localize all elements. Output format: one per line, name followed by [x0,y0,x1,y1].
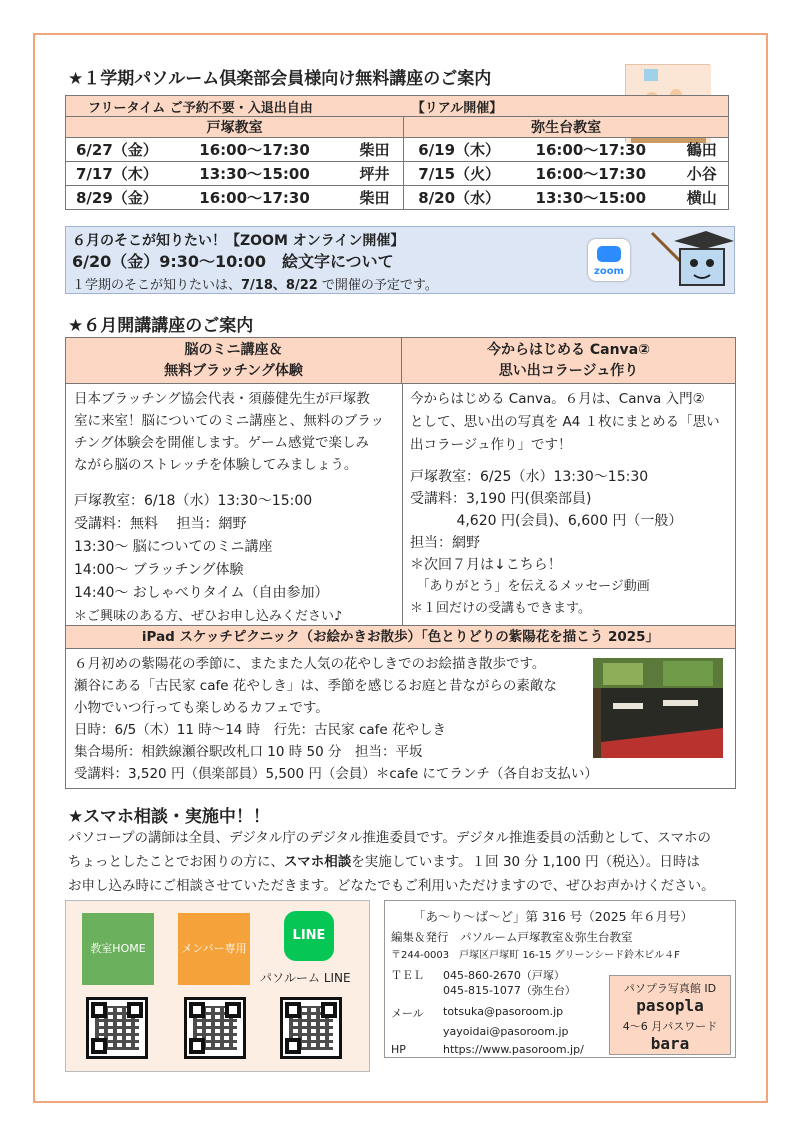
free-time-label: フリータイム ご予約不要・入退出自由 [66,96,404,117]
table-row: 6/27（金） 16:00～17:30 柴田 6/19（木） 16:00～17:30 鶴田 [66,138,729,162]
photo-gallery-box: パソプラ写真館 ID pasopla 4～6 月パスワード bara [609,975,731,1055]
canva-course-details: 戸塚教室：6/25（水）13:30～15:30 受講料：3,190 円(倶楽部員) 4,620 円(会員)、6,600 円（一般） 担当：網野 ＊次回７月は↓こちら！ 「ありがとう」を伝えるメッセージ動画 ＊１回だけの受講もできます。 [410,469,683,616]
real-event-label: 【リアル開催】 [404,96,729,117]
ipad-course-details: ６月初めの紫陽花の季節に、またまた人気の花やしきでのお絵描き散歩です。 瀬谷にある「古民家 cafe 花やしき」は、季節を感じるお庭と昔ながらの素敵な 小物でいつ行っても楽しめるカフェです。 日時：6/5（木）11 時～14 時 行先：古民家 cafe 花やしき 集合場所：相鉄線瀬谷駅改札口 10 時 50 分 担当：平坂 受講料：3,520 円（倶楽部員）5,500 円（会員）＊cafe にてランチ（各自お支払い） [74,656,598,782]
zoom-title: ６月のそこが知りたい！【ZOOM オンライン開催】 [72,233,405,249]
cafe-photo [593,658,723,758]
home-qr-code[interactable] [86,997,148,1059]
brain-course-details: 戸塚教室：6/18（水）13:30～15:00 受講料：無料 担当：網野 13:30～ 脳についてのミニ講座 14:00～ ブラッチング体験 14:40～ おしゃべりタイム（自由参加） ＊ご興味のある方、ぜひお申し込みください♪ [74,493,343,624]
hp-label: HP [391,1043,406,1056]
mail-label: メール [391,1007,424,1020]
tel-totsuka: 045-860-2670（戸塚） [443,969,565,982]
zoom-note: １学期のそこが知りたいは、7/18、8/22 で開催の予定です。 [72,278,438,293]
brain-course-description: 日本ブラッチング協会代表・須藤健先生が戸塚教 室に来室！脳についてのミニ講座と、無料のブラッ チング体験会を開催します。ゲーム感覚で楽しみ ながら脳のストレッチを体験してみましょう。 [74,391,384,473]
hp-link[interactable]: https://www.pasoroom.jp/ [443,1043,584,1056]
section1-title: ★１学期パソルーム倶楽部会員様向け無料講座のご案内 [68,69,492,89]
member-qr-code[interactable] [184,997,246,1059]
courses-box [65,337,736,789]
home-link[interactable]: 教室HOME [82,913,154,985]
tel-label: ＴＥＬ [391,969,424,982]
zoom-session: 6/20（金）9:30～10:00 絵文字について [72,252,394,271]
mail-yayoidai[interactable]: yayoidai@pasoroom.jp [443,1025,569,1038]
teacher-mascot-icon [644,227,734,293]
address: 〒244-0003 戸塚区戸塚町 16-15 グリーンシード鈴木ビル４F [391,950,680,961]
canva-course-description: 今からはじめる Canva。６月は、Canva 入門② として、思い出の写真を A4 １枚にまとめる「思い 出コラージュ作り」です！ [410,391,720,453]
free-lesson-table [65,95,729,210]
mail-totsuka[interactable]: totsuka@pasoroom.jp [443,1005,564,1018]
yayoidai-header: 弥生台教室 [404,117,729,138]
member-link[interactable]: メンバー専用 [178,913,250,985]
line-label: パソルーム LINE [260,971,351,985]
zoom-app-icon: zoom [588,239,630,281]
qr-links-box [65,900,370,1072]
smartphone-consult-text: パソコープの講師は全員、デジタル庁のデジタル推進委員です。デジタル推進委員の活動として、スマホの ちょっとしたことでお困りの方に、スマホ相談を実施しています。１回 30 分 1,100 円（税込）。日時は お申し込み時にご相談させていただきます。どなたでもご利用いただけますので、ぜひお声かけください。 [68,830,715,894]
tel-yayoidai: 045-815-1077（弥生台） [443,984,576,997]
table-row: 7/17（木） 13:30～15:00 坪井 7/15（火） 16:00～17:30 小谷 [66,162,729,186]
publisher: 編集＆発行 パソルーム戸塚教室＆弥生台教室 [391,930,633,944]
brain-course-header: 脳のミニ講座＆ 無料ブラッチング体験 [66,338,402,384]
publisher-info-box [384,900,736,1058]
ipad-course-header: iPad スケッチピクニック（お絵かきお散歩）「色とりどりの紫陽花を描こう 2025」 [66,625,735,649]
column-divider [402,384,403,625]
table-row: 8/29（金） 16:00～17:30 柴田 8/20（水） 13:30～15:00 横山 [66,186,729,210]
issue-number: 「あ～り～ば～ど」第 316 号（2025 年６月号） [413,909,694,924]
line-icon[interactable]: LINE [284,911,334,961]
zoom-box [65,226,735,294]
totsuka-header: 戸塚教室 [66,117,404,138]
section3-title: ★スマホ相談・実施中！！ [68,807,270,827]
canva-course-header: 今からはじめる Canva② 思い出コラージュ作り [402,338,735,384]
section2-title: ★６月開講講座のご案内 [68,316,254,336]
line-qr-code[interactable] [280,997,342,1059]
